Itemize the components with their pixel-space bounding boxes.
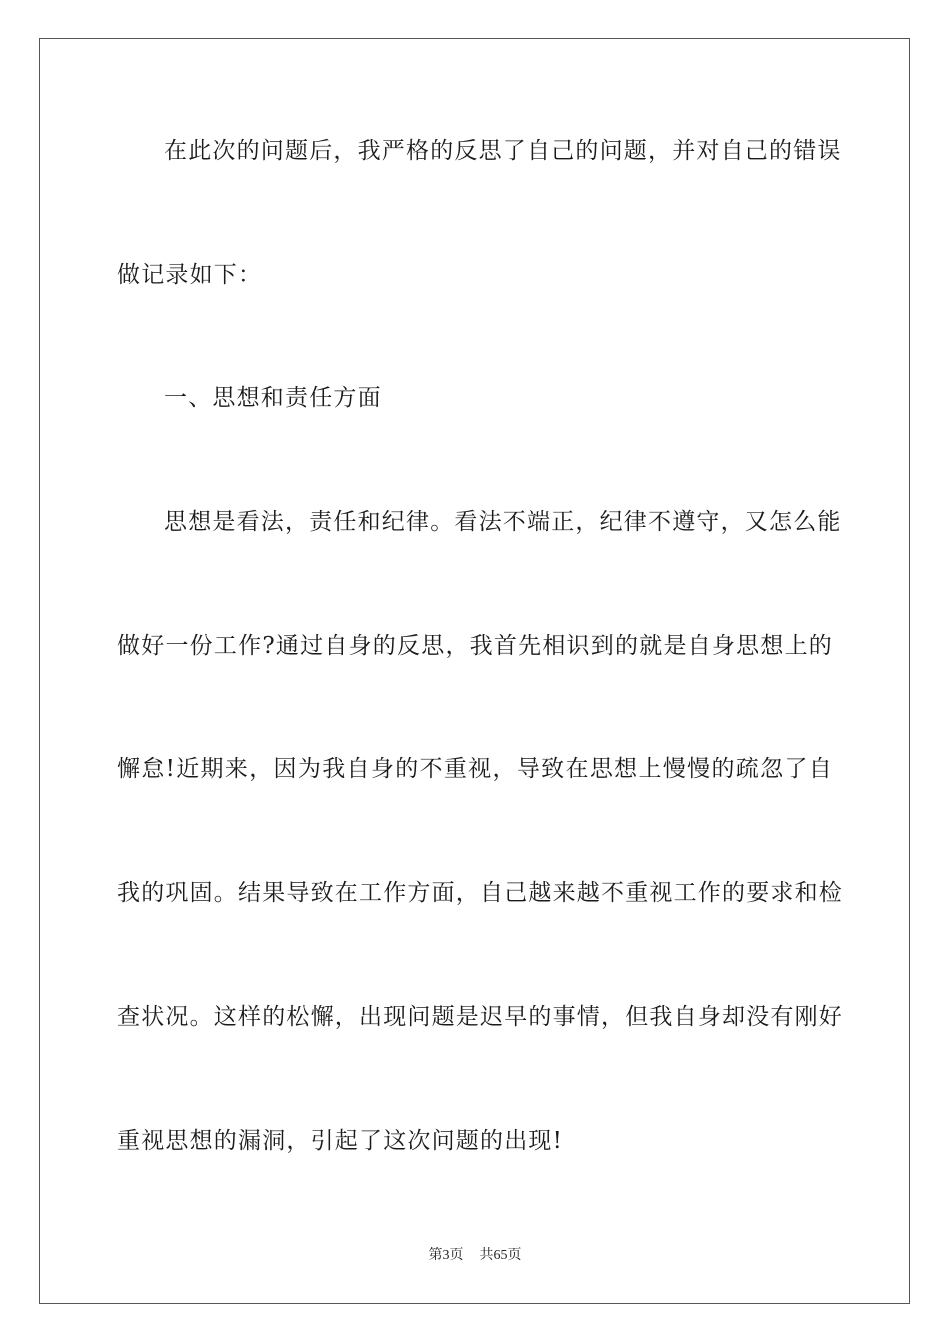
paragraph-line: 做记录如下： <box>117 262 263 288</box>
page-border <box>39 38 910 1304</box>
paragraph-line: 做好一份工作?通过自身的反思，我首先相识到的就是自身思想上的 <box>117 633 833 659</box>
page-total: 共65页 <box>479 1248 522 1263</box>
paragraph-line: 在此次的问题后，我严格的反思了自己的问题，并对自己的错误 <box>164 138 842 164</box>
page-footer <box>0 1246 950 1266</box>
paragraph-line: 重视思想的漏洞，引起了这次问题的出现! <box>117 1128 564 1154</box>
paragraph-line: 懈怠!近期来，因为我自身的不重视，导致在思想上慢慢的疏忽了自 <box>117 756 833 782</box>
paragraph-line: 我的巩固。结果导致在工作方面，自己越来越不重视工作的要求和检 <box>117 880 843 906</box>
page-number: 第3页 <box>428 1248 464 1263</box>
paragraph-line: 查状况。这样的松懈，出现问题是迟早的事情，但我自身却没有刚好 <box>117 1004 843 1030</box>
paragraph-line: 思想是看法，责任和纪律。看法不端正，纪律不遵守，又怎么能 <box>164 509 842 535</box>
section-heading: 一、思想和责任方面 <box>164 385 382 411</box>
